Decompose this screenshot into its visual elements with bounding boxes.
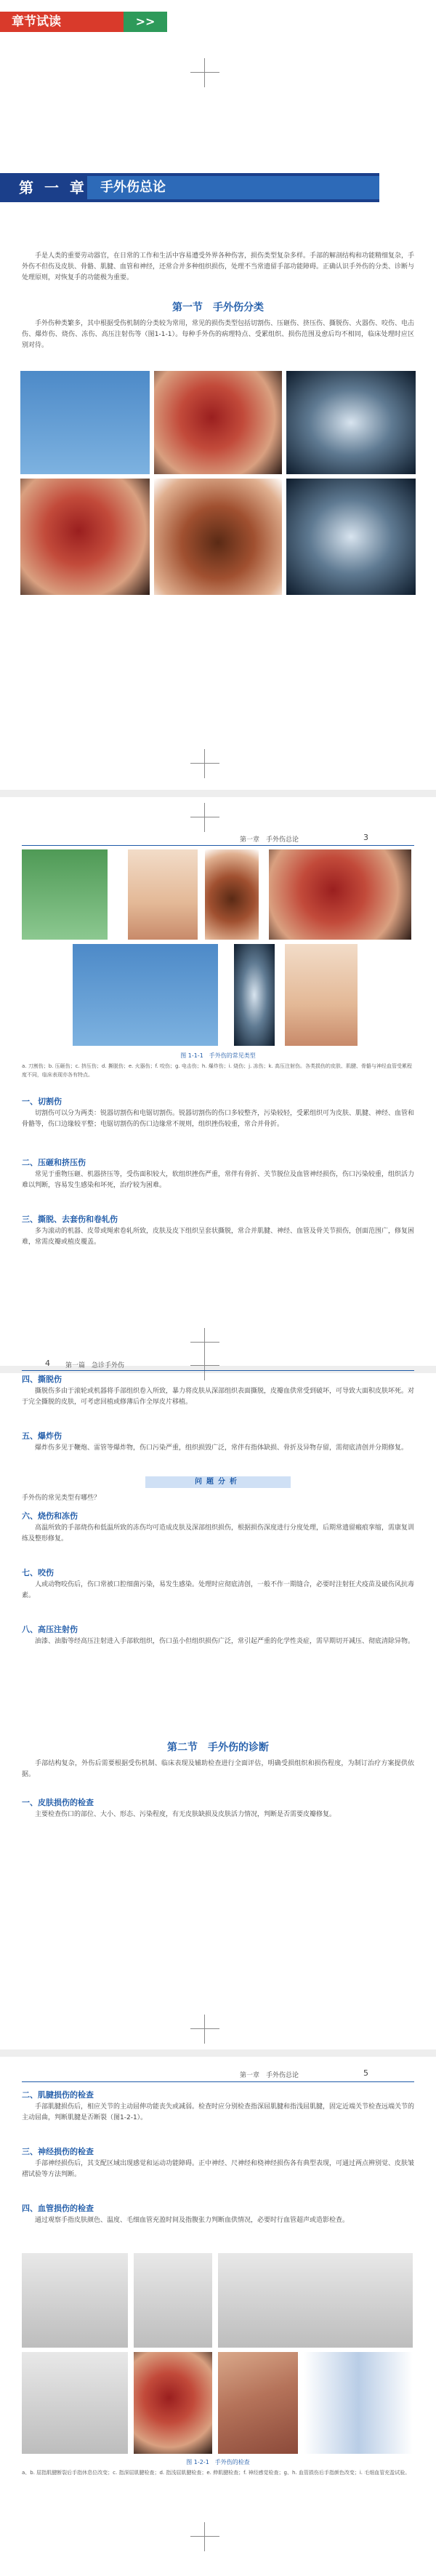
page-3 <box>0 1359 436 2049</box>
page-1 <box>0 0 436 790</box>
running-header: 第一篇 急诊手外伤 <box>65 1362 125 1369</box>
subsection-text: 通过观察手指皮肤颜色、温度、毛细血管充盈时间及指腹张力判断血供情况，必要时行血管超声或造影检查。 <box>35 2217 350 2224</box>
diagnosis-paragraph: 手部结构复杂，外伤后需要根据受伤机制、临床表现及辅助检查进行全面评估，明确受损组织和损伤程度，为制订治疗方案提供依据。 <box>22 1760 414 1778</box>
figure-photo-i <box>205 849 259 940</box>
subsection-text: 油漆、油脂等经高压注射进入手部软组织，伤口虽小但组织损伤广泛，常引起严重的化学性炎症，需早期切开减压、彻底清除异物。 <box>35 1638 415 1645</box>
subsection-text: 切割伤可以分为两类：锐器切割伤和电锯切割伤。锐器切割伤的伤口多较整齐，污染较轻，受累组织可为皮肤、肌腱、神经、血管和骨骼等，伤口边缘较平整；电锯切割伤的伤口边缘常不规则，组织挫伤较重，常合并骨折。 <box>22 1110 415 1128</box>
subsection-text: 常见于重物压砸、机器挤压等，受伤面积较大，软组织挫伤严重，常伴有骨折、关节脱位及血管神经损伤，伤口污染较重，组织活力难以判断，容易发生感染和坏死，治疗较为困难。 <box>22 1171 415 1189</box>
subsection-text: 手部肌腱损伤后，相应关节的主动屈伸功能丧失或减弱。检查时应分别检查指深屈肌腱和指浅屈肌腱，固定近端关节检查远端关节的主动屈曲，判断肌腱是否断裂（图1-2-1）。 <box>22 2103 415 2121</box>
figure2-photo-g <box>304 2352 413 2454</box>
page-number: 5 <box>363 2068 368 2078</box>
figure-notes: a. 刀割伤；b. 压砸伤；c. 挤压伤；d. 撕脱伤；e. 火器伤；f. 咬伤；g. 电击伤；h. 爆炸伤；i. 烧伤；j. 冻伤；k. 高压注射伤。各类损伤的皮肤、肌腱、骨骼与神经血管受累程度不同，临床表现亦各有特点。 <box>22 1063 413 1078</box>
chapter-number: 第 一 章 <box>19 179 87 196</box>
figure2-photo-d <box>22 2352 128 2454</box>
page-4 <box>0 2057 436 2576</box>
page-gap <box>0 790 436 797</box>
figure-photo-d <box>20 479 150 595</box>
chapter-preview-banner: 章节试读 <box>0 12 124 32</box>
figure2-photo-b <box>134 2253 212 2348</box>
figure-xray-c <box>286 371 416 474</box>
figure2-photo-e <box>134 2352 212 2454</box>
subsection-title: 三、撕脱、去套伤和卷轧伤 <box>22 1215 118 1224</box>
page-gap <box>0 2049 436 2057</box>
banner-arrows-icon: >> <box>124 12 167 32</box>
subsection-title: 一、皮肤损伤的检查 <box>22 1798 94 1807</box>
subsection-text: 爆炸伤多见于鞭炮、雷管等爆炸物，伤口污染严重，组织损毁广泛，常伴有指体缺损、骨折及异物存留，需彻底清创并分期修复。 <box>35 1444 408 1452</box>
intro-paragraph: 手是人类的重要劳动器官，在日常的工作和生活中容易遭受外界各种伤害，损伤类型复杂多样。手部的解剖结构和功能精细复杂，手外伤不但伤及皮肤、骨骼、肌腱、血管和神经，还常合并多种组织损伤，处理不当常遗留手部功能障碍。正确认识手外伤的分类、诊断与处理原则，对恢复手的功能极为重要。 <box>22 252 415 281</box>
crop-mark-icon <box>190 58 219 87</box>
page-number: 3 <box>363 833 368 842</box>
subsection-title: 二、肌腱损伤的检查 <box>22 2090 94 2100</box>
chapter-header <box>0 173 379 202</box>
figure-photo-h <box>128 849 198 940</box>
figure2-notes: a、b. 屈指肌腱断裂后手指休息位改变；c. 指深屈肌腱检查；d. 指浅屈肌腱检查；e. 伸肌腱检查；f. 神经感觉检查；g、h. 血管损伤后手指颜色改变；i. 毛细血管充盈试验。 <box>22 2470 411 2476</box>
crop-mark-icon <box>190 749 219 778</box>
section2-title: 第二节 手外伤的诊断 <box>167 1742 269 1753</box>
subsection-text: 人或动物咬伤后，伤口常被口腔细菌污染，易发生感染。处理时应彻底清创，一般不作一期缝合，必要时注射狂犬疫苗及破伤风抗毒素。 <box>22 1581 415 1599</box>
crop-mark-icon <box>190 803 219 832</box>
subsection-text: 主要检查伤口的部位、大小、形态、污染程度，有无皮肤缺损及皮肤活力情况，判断是否需要皮瓣修复。 <box>35 1811 336 1818</box>
chapter-title: 手外伤总论 <box>87 176 379 199</box>
subsection-title: 七、咬伤 <box>22 1568 54 1577</box>
figure-caption: 图 1-1-1 手外伤的常见类型 <box>180 1052 256 1059</box>
subsection-text: 高温所致的手部烧伤和低温所致的冻伤均可造成皮肤及深部组织损伤，根据损伤深度进行分度处理，后期常遗留瘢痕挛缩，需康复训练及整形修复。 <box>22 1524 415 1543</box>
subsection-title: 二、压砸和挤压伤 <box>22 1158 86 1167</box>
page-number: 4 <box>45 1359 50 1368</box>
subsection-text: 多为滚动的机器、皮带或绳索卷轧所致，皮肤及皮下组织呈套状撕脱，常合并肌腱、神经、血管及骨关节损伤，创面范围广，修复困难，常需皮瓣或植皮覆盖。 <box>22 1228 415 1246</box>
figure-xray-f <box>286 479 416 595</box>
figure2-photo-f <box>218 2352 298 2454</box>
figure2-photo-a <box>22 2253 128 2348</box>
crop-mark-icon <box>190 2015 219 2044</box>
figure-photo-a <box>20 371 150 474</box>
running-header: 第一章 手外伤总论 <box>240 2072 299 2079</box>
case-analysis-bar: 问题分析 <box>145 1476 291 1488</box>
header-rule <box>22 845 414 846</box>
section1-title: 第一节 手外伤分类 <box>172 302 264 313</box>
header-rule <box>22 2081 414 2082</box>
figure-photo-j <box>269 849 411 940</box>
subsection-text: 手部神经损伤后，其支配区域出现感觉和运动功能障碍。正中神经、尺神经和桡神经损伤各有典型表现，可通过两点辨别觉、皮肤皱褶试验等方法判断。 <box>22 2160 415 2178</box>
figure2-caption: 图 1-2-1 手外伤的检查 <box>186 2459 250 2465</box>
subsection-title: 六、烧伤和冻伤 <box>22 1511 78 1521</box>
subsection-title: 四、撕脱伤 <box>22 1375 62 1384</box>
header-rule <box>22 1370 414 1371</box>
subsection-title: 三、神经损伤的检查 <box>22 2147 94 2156</box>
subsection-title: 四、血管损伤的检查 <box>22 2204 94 2213</box>
subsection-title: 一、切割伤 <box>22 1097 62 1106</box>
running-header: 第一章 手外伤总论 <box>240 836 299 844</box>
figure-xray-l <box>234 944 275 1046</box>
crop-mark-icon <box>190 1351 219 1380</box>
crop-mark-icon <box>190 2522 219 2551</box>
figure-photo-k <box>73 944 218 1046</box>
case-question: 手外伤的常见类型有哪些？ <box>22 1495 101 1502</box>
subsection-title: 八、高压注射伤 <box>22 1625 78 1634</box>
subsection-title: 五、爆炸伤 <box>22 1431 62 1441</box>
figure2-photo-c <box>218 2253 413 2348</box>
classify-paragraph: 手外伤种类繁多，其中根据受伤机制的分类较为常用，常见的损伤类型包括切割伤、压砸伤、挤压伤、撕脱伤、火器伤、咬伤、电击伤、爆炸伤、烧伤、冻伤、高压注射伤等（图1-1-1）。每种手外伤的病理特点、受累组织、损伤范围及愈后均不相同，临床处理时应区别对待。 <box>22 320 415 349</box>
subsection-text: 撕脱伤多由于滚轮或机器将手部组织卷入所致，暴力将皮肤从深部组织表面撕脱，皮瓣血供常受到破坏，可导致大面积皮肤坏死。对于完全撕脱的皮肤，可考虑回植或修薄后作全厚皮片移植。 <box>22 1388 415 1406</box>
figure-photo-b <box>154 371 282 474</box>
page-2 <box>0 797 436 1366</box>
figure-photo-m <box>285 944 358 1046</box>
figure-photo-e <box>154 479 282 595</box>
figure-photo-g <box>22 849 108 940</box>
